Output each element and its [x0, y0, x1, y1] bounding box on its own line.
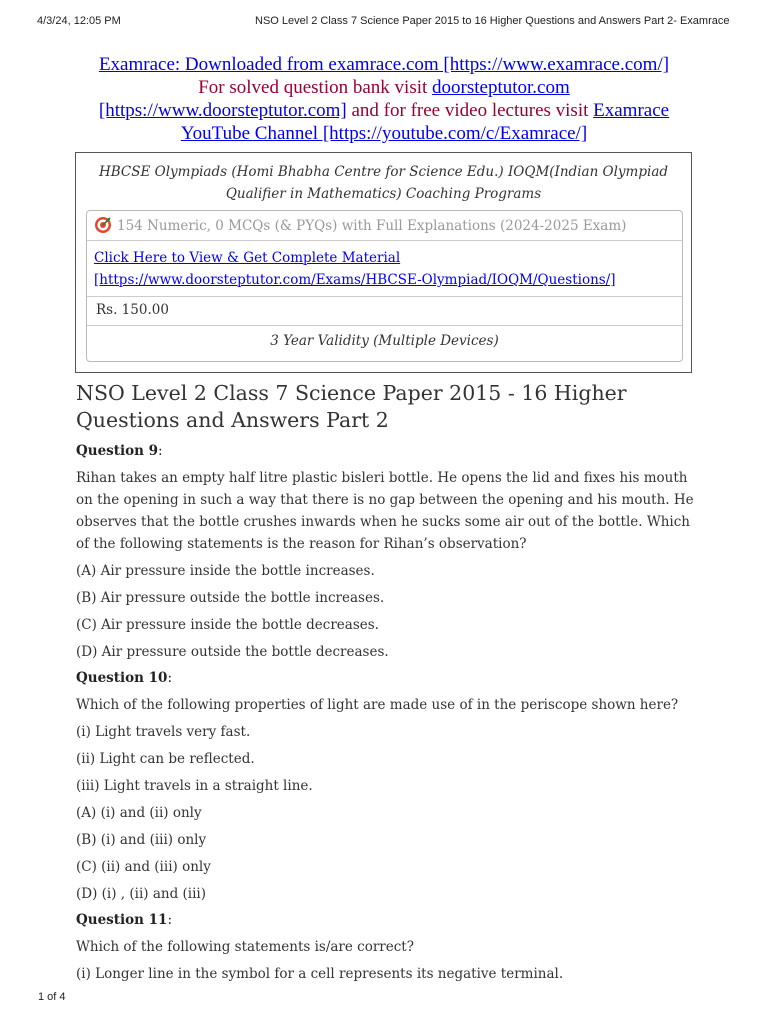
print-page-title: NSO Level 2 Class 7 Science Paper 2015 to 16 Higher Questions and Answers Part 2- Examrace	[255, 15, 730, 27]
q9-option-a: (A) Air pressure inside the bottle increases.	[76, 563, 375, 579]
package-text: 154 Numeric, 0 MCQs (& PYQs) with Full Explanations (2024-2025 Exam)	[117, 218, 627, 234]
q10-statement-i: (i) Light travels very fast.	[76, 724, 251, 740]
price: Rs. 150.00	[96, 302, 169, 318]
print-date: 4/3/24, 12:05 PM	[37, 15, 121, 27]
page-number: 1 of 4	[38, 991, 66, 1003]
q11-statement-i: (i) Longer line in the symbol for a cell represents its negative terminal.	[76, 966, 564, 982]
examrace-youtube-link[interactable]: YouTube Channel [https://youtube.com/c/Examrace/]	[180, 123, 588, 144]
question-10-text: Which of the following properties of light are made use of in the periscope shown here?	[76, 697, 679, 713]
material-url-link[interactable]: [https://www.doorsteptutor.com/Exams/HBCSE-Olympiad/IOQM/Questions/]	[94, 272, 616, 288]
question-10-heading: Question 10:	[76, 670, 172, 686]
target-icon	[94, 216, 112, 234]
banner-solved-text: For solved question bank visit	[198, 77, 433, 98]
package-row	[94, 215, 674, 237]
package-card	[86, 210, 683, 362]
doorsteptutor-link[interactable]: doorsteptutor.com	[432, 77, 570, 98]
q10-statement-ii: (ii) Light can be reflected.	[76, 751, 255, 767]
question-11-heading: Question 11:	[76, 912, 172, 928]
q10-option-b: (B) (i) and (iii) only	[76, 832, 207, 848]
q9-option-c: (C) Air pressure inside the bottle decreases.	[76, 617, 379, 633]
article-title: NSO Level 2 Class 7 Science Paper 2015 - 16 Higher Questions and Answers Part 2	[76, 381, 627, 432]
article-content	[76, 380, 696, 985]
banner-video-text: and for free video lectures visit	[346, 100, 594, 121]
view-material-link[interactable]: Click Here to View & Get Complete Material	[94, 250, 401, 266]
promo-box	[75, 152, 692, 373]
q9-option-b: (B) Air pressure outside the bottle increases.	[76, 590, 385, 606]
examrace-youtube-link-part1[interactable]: Examrace	[593, 100, 670, 121]
q9-option-d: (D) Air pressure outside the bottle decreases.	[76, 644, 389, 660]
doorsteptutor-url-link[interactable]: [https://www.doorsteptutor.com]	[98, 100, 347, 121]
question-9-text: Rihan takes an empty half litre plastic bisleri bottle. He opens the lid and fixes his mouth on the opening in such a way that there is no gap between the opening and his mouth. He observes that the bottle crushes inwards when he sucks some air out of the bottle. Which of the following statements is the reason for Rihan’s observation?	[76, 470, 694, 552]
question-9-heading: Question 9:	[76, 443, 163, 459]
examrace-download-link[interactable]: Examrace: Downloaded from examrace.com [https://www.examrace.com/]	[98, 54, 670, 75]
validity-text: 3 Year Validity (Multiple Devices)	[270, 333, 499, 349]
examrace-banner	[60, 53, 708, 145]
q10-option-c: (C) (ii) and (iii) only	[76, 859, 211, 875]
material-link-block	[94, 247, 674, 291]
question-11-text: Which of the following statements is/are correct?	[76, 939, 414, 955]
divider	[87, 240, 682, 241]
divider	[87, 296, 682, 297]
q10-statement-iii: (iii) Light travels in a straight line.	[76, 778, 313, 794]
q10-option-a: (A) (i) and (ii) only	[76, 805, 202, 821]
promo-title: HBCSE Olympiads (Homi Bhabha Centre for Science Edu.) IOQM(Indian Olympiad Qualifier in Mathematics) Coaching Programs	[98, 164, 669, 202]
q10-option-d: (D) (i) , (ii) and (iii)	[76, 886, 206, 902]
divider	[87, 325, 682, 326]
